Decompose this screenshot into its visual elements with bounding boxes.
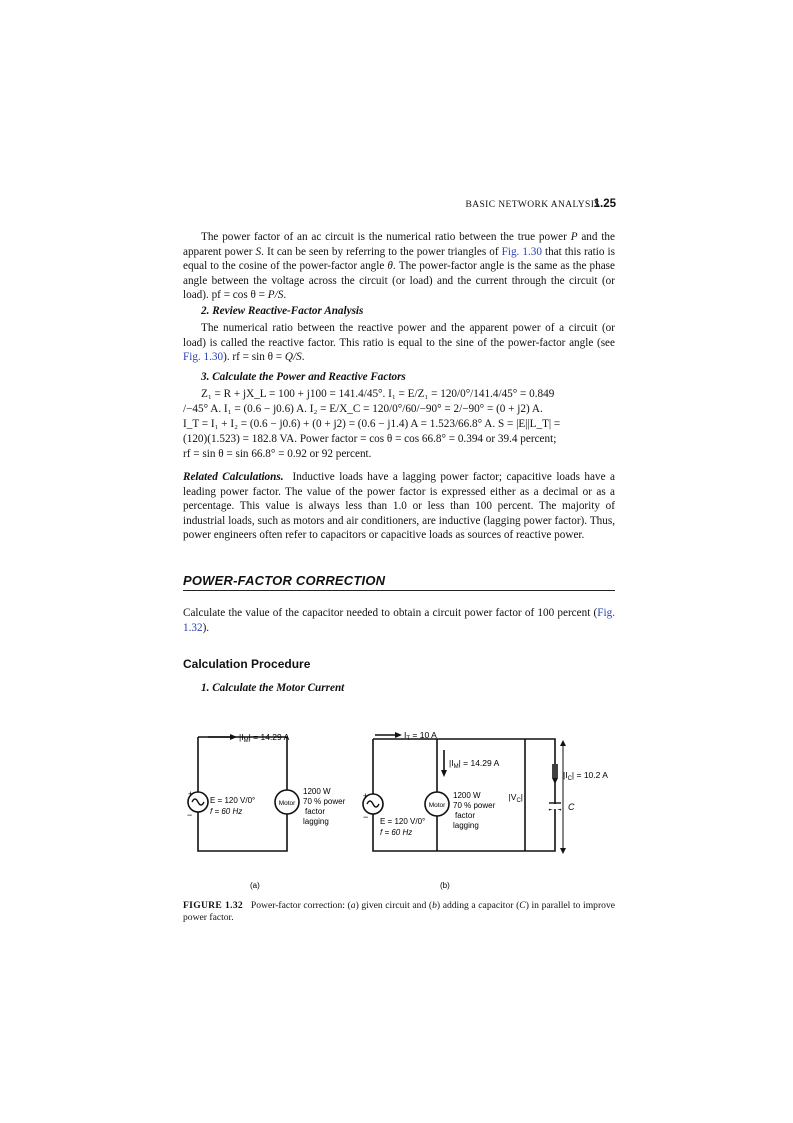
label-ic-b: [563, 770, 608, 782]
text-run: ) given circuit and (: [355, 900, 433, 911]
arrowhead-im-b: [441, 770, 447, 777]
plus-sign-a: +: [188, 789, 194, 799]
minus-sign-a: −: [187, 810, 193, 820]
power-factor-paragraph: [183, 230, 615, 303]
arrowhead-vc-bottom: [560, 848, 566, 854]
text-run: ) adding a capacitor (: [436, 900, 520, 911]
load-factor-a: factor: [305, 807, 326, 816]
text-run: . The power-factor angle is the same as the phase angle between the voltage across the circuit (or load) and the current through the circuit (or load). pf = cos θ =: [183, 260, 615, 301]
step-1-heading: 1. Calculate the Motor Current: [201, 682, 345, 694]
label-text: = 10 A: [410, 730, 437, 740]
label-text: | = 14.29 A: [458, 758, 500, 768]
label-text: I: [404, 730, 407, 740]
arrowhead-it-b: [395, 732, 402, 738]
circuit-a-wires: [198, 737, 287, 851]
label-text: |I: [239, 732, 244, 742]
text-run: ).: [202, 621, 210, 634]
label-text: |I: [563, 770, 568, 780]
figure-1-32-circuits: [170, 718, 610, 896]
related-calculations-label: Related Calculations.: [183, 471, 284, 483]
label-text: | = 14.29 A: [248, 732, 290, 742]
calc-line-5: rf = sin θ = sin 66.8° = 0.92 or 92 percent.: [183, 448, 372, 460]
motor-label-a: Motor: [278, 800, 296, 807]
caption-b: b: [432, 900, 437, 911]
label-im-b: [449, 758, 500, 770]
section-title: POWER-FACTOR CORRECTION: [183, 573, 386, 588]
arrowhead-im-a: [230, 734, 237, 740]
arrowhead-ic-b: [552, 778, 558, 784]
figure-caption: [183, 900, 615, 924]
load-lagging-b: lagging: [453, 821, 479, 830]
symbol-p: P: [570, 231, 578, 243]
figure-link-1-30[interactable]: Fig. 1.30: [183, 351, 224, 363]
load-power-a: 1200 W: [303, 787, 331, 796]
text-run: .: [283, 289, 287, 301]
symbol-s: S: [255, 245, 262, 258]
source-frequency-b: f = 60 Hz: [380, 828, 413, 837]
subfigure-label-a: (a): [250, 881, 260, 890]
label-it-b: [404, 730, 437, 742]
source-frequency-a: f = 60 Hz: [210, 807, 243, 816]
subfigure-label-b: (b): [440, 881, 450, 890]
formula-p-over-s: P/S: [267, 289, 284, 301]
load-factor-b: factor: [455, 811, 476, 820]
reactive-factor-paragraph: [183, 321, 615, 365]
source-voltage-b: E = 120 V/0°: [380, 817, 426, 826]
calc-line-1: Z₁ = R + jX_L = 100 + j100 = 141.4/45°. I₁ = E/Z₁ = 120/0°/141.4/45° = 0.849: [201, 388, 555, 400]
plus-sign-b: +: [363, 791, 369, 801]
label-sub: T: [406, 736, 411, 742]
label-text: |: [520, 792, 523, 802]
step-2-heading: 2. Review Reactive-Factor Analysis: [201, 305, 364, 317]
text-run: Power-factor correction: (: [250, 900, 351, 911]
text-run: The numerical ratio between the reactive power and the apparent power of a circuit (or load) is called the reactive factor. This ratio is equal to the sine of the power-factor angle (see: [183, 322, 615, 349]
related-calculations-paragraph: [183, 470, 615, 543]
text-run: Calculate the value of the capacitor needed to obtain a circuit power factor of 100 percent (: [183, 607, 598, 619]
calc-line-2: /−45° A. I₁ = (0.6 − j0.6) A. I₂ = E/X_C = 120/0°/60/−90° = 2/−90° = (0 + j2) A.: [183, 403, 543, 415]
label-text: |I: [449, 758, 454, 768]
text-run: ). rf = sin θ =: [223, 351, 285, 363]
motor-label-b: Motor: [428, 802, 446, 809]
caption-a: a: [350, 900, 356, 911]
text-run: ) in parallel to improve power factor.: [183, 900, 616, 923]
figure-link-1-30[interactable]: Fig. 1.30: [501, 245, 542, 258]
section-rule: [183, 590, 615, 591]
label-text: |V: [508, 792, 517, 802]
label-sub: M: [243, 738, 249, 744]
calc-line-4: (120)(1.523) = 182.8 VA. Power factor = cos θ = cos 66.8° = 0.394 or 39.4 percent;: [183, 433, 557, 445]
calc-line-3: I_T = I₁ + I₂ = (0.6 − j0.6) + (0 + j2) = (0.6 − j1.4) A = 1.523/66.8° A. S = |E||L_T| =: [183, 418, 561, 430]
load-pf-a: 70 % power: [303, 797, 346, 806]
label-vc-b: [509, 792, 523, 804]
label-sub: C: [567, 776, 572, 782]
text-run: . It can be seen by referring to the power triangles of: [261, 245, 502, 258]
arrowhead-vc-top: [560, 740, 566, 746]
load-lagging-a: lagging: [303, 817, 329, 826]
label-sub: C: [516, 798, 521, 804]
step-3-heading: 3. Calculate the Power and Reactive Factors: [201, 371, 406, 383]
text-run: Inductive loads have a lagging power factor; capacitive loads have a leading power factor. The value of the power factor is expressed either as a decimal or as a percentage. This value is always less than 1.0 or less than 100 percent. The majority of industrial loads, such as motors and air conditioners, are inductive (lagging power factor). Thus, power engineers often refer to capacitors or capacitive loads as sources of reactive power.: [183, 471, 615, 541]
text-run: .: [301, 351, 305, 363]
symbol-theta: θ: [387, 260, 393, 272]
load-power-b: 1200 W: [453, 791, 481, 800]
text-run: The power factor of an ac circuit is the numerical ratio between the true power: [201, 231, 571, 243]
text-run: that this ratio is equal to the cosine of the power-factor angle: [183, 245, 615, 272]
source-voltage-a: E = 120 V/0°: [210, 796, 256, 805]
page-number: 1.25: [593, 198, 616, 210]
formula-q-over-s: Q/S: [284, 351, 302, 363]
load-pf-b: 70 % power: [453, 801, 496, 810]
label-text: | = 10.2 A: [571, 770, 608, 780]
caption-c: C: [519, 900, 526, 911]
label-im-a: [239, 732, 290, 744]
running-header-title: BASIC NETWORK ANALYSIS: [465, 200, 600, 210]
calculation-procedure-heading: Calculation Procedure: [183, 657, 311, 671]
label-sub: M: [453, 764, 459, 770]
capacitor-gap: [550, 804, 560, 809]
text-run: and the apparent power: [183, 231, 615, 258]
figure-link-1-32[interactable]: Fig. 1.32: [183, 607, 615, 634]
problem-statement: [183, 606, 615, 635]
capacitor-label: C: [568, 802, 575, 812]
minus-sign-b: −: [363, 812, 369, 822]
caption-label: FIGURE 1.32: [183, 900, 244, 911]
